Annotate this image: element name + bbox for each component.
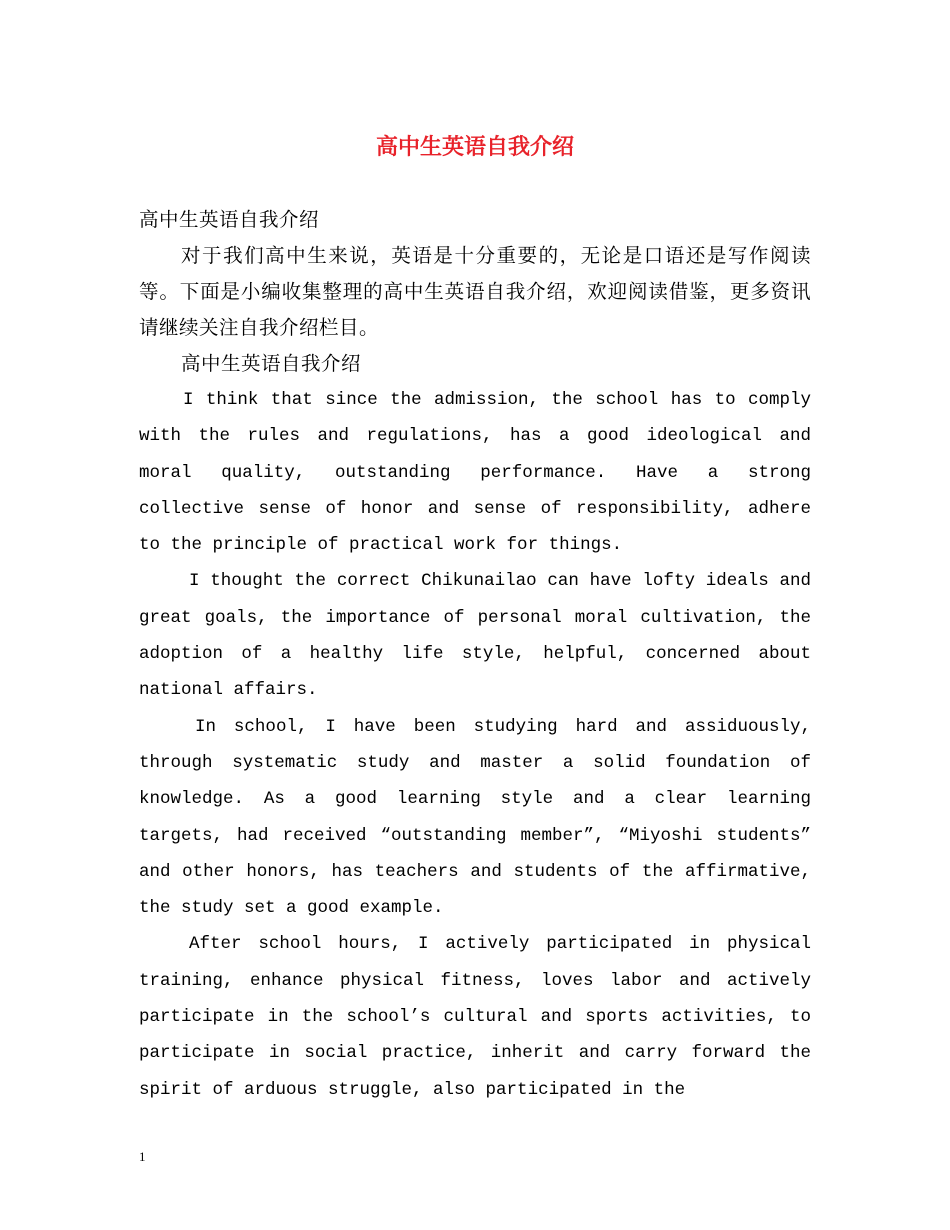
english-paragraph-1: I think that since the admission, the school has to comply with the rules and regulations, has a good ideological and moral quality, outstanding performance. Have a strong collective sense of honor and sense of responsibility, adhere to the principle of practical work for things. (139, 390, 811, 556)
document-body (139, 202, 811, 1108)
page-number: 1 (139, 1149, 146, 1164)
document-title: 高中生英语自我介绍 (375, 134, 574, 160)
english-paragraph-4: After school hours, I actively participated in physical training, enhance physical fitness, loves labor and actively participate in the school’s cultural and sports activities, to participate in social practice, inherit and carry forward the spirit of arduous struggle, also participated in the (139, 934, 811, 1100)
english-paragraph-3: In school, I have been studying hard and assiduously, through systematic study and master a solid foundation of knowledge. As a good learning style and a clear learning targets, had received “outstanding member”, “Miyoshi students” and other honors, has teachers and students of the affirmative, the study set a good example. (139, 716, 811, 919)
english-paragraph-2: I thought the correct Chikunailao can have lofty ideals and great goals, the importance of personal moral cultivation, the adoption of a healthy life style, helpful, concerned about national affairs. (139, 571, 811, 701)
subheading: 高中生英语自我介绍 (139, 208, 320, 231)
section-heading: 高中生英语自我介绍 (181, 352, 362, 375)
intro-paragraph: 对于我们高中生来说，英语是十分重要的，无论是口语还是写作阅读等。下面是小编收集整理的高中生英语自我介绍，欢迎阅读借鉴，更多资讯请继续关注自我介绍栏目。 (139, 244, 811, 339)
